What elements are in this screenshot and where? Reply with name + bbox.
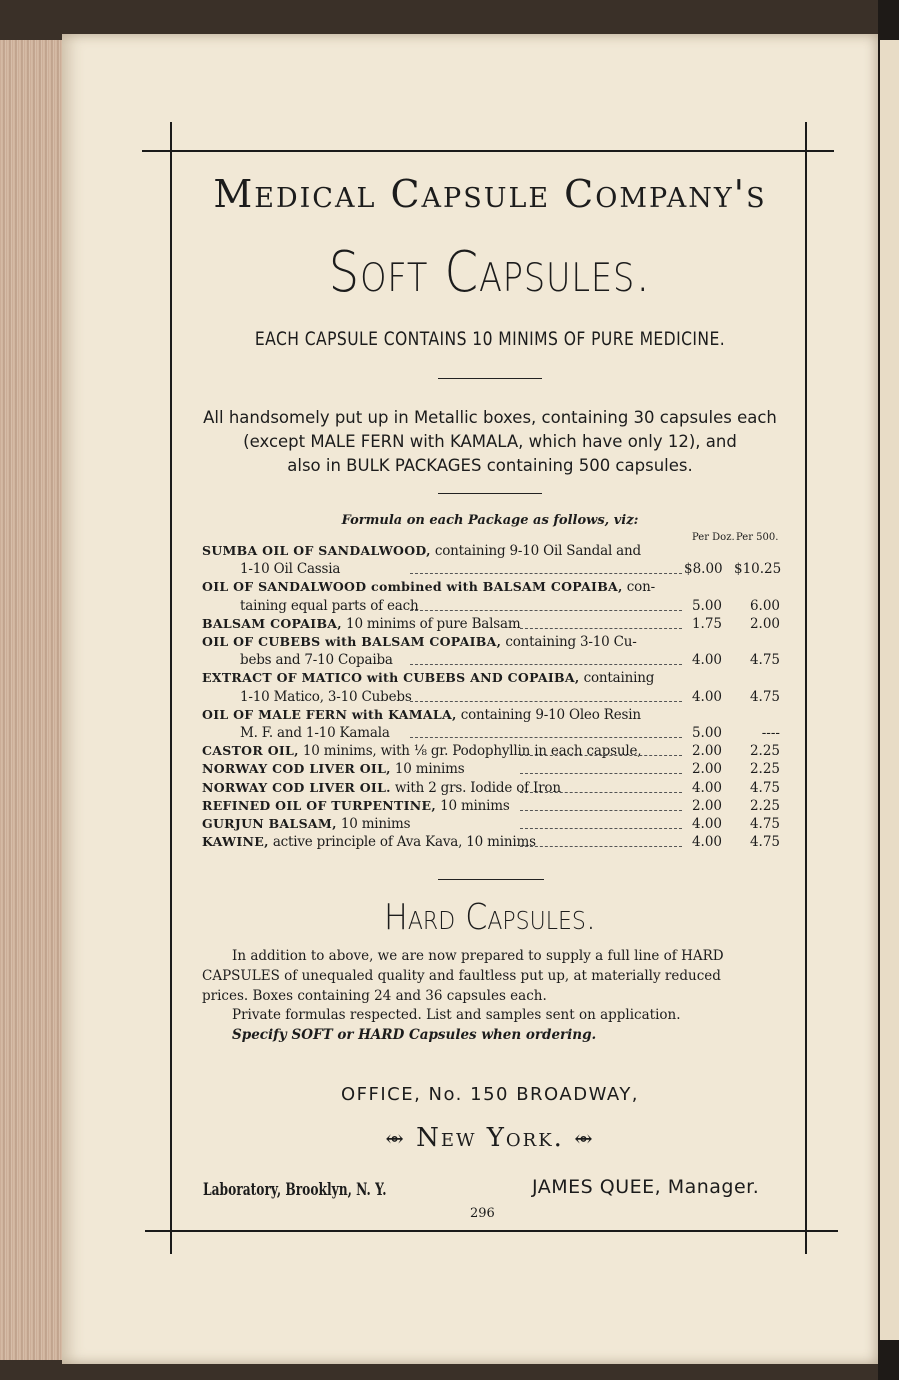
product-row bbox=[202, 798, 510, 814]
product-row bbox=[202, 634, 637, 650]
product-cont: M. F. and 1-10 Kamala bbox=[240, 725, 390, 741]
product-desc: con- bbox=[622, 579, 655, 596]
product-row bbox=[202, 579, 655, 595]
product-name: EXTRACT OF MATICO with CUBEBS AND COPAIBA, bbox=[202, 670, 580, 686]
city-line bbox=[175, 1123, 805, 1153]
dotted-leader bbox=[520, 792, 682, 793]
price-per-doz: 4.00 bbox=[691, 688, 722, 705]
price-per-doz: 5.00 bbox=[691, 597, 722, 614]
dotted-leader bbox=[410, 701, 682, 702]
product-name: KAWINE, bbox=[202, 834, 269, 850]
product-row-cont bbox=[240, 652, 393, 668]
product-desc: containing bbox=[579, 670, 655, 687]
product-row bbox=[202, 543, 641, 559]
product-row bbox=[202, 834, 536, 850]
price-per-doz: 4.00 bbox=[691, 652, 722, 669]
price-per-500: 4.75 bbox=[749, 816, 780, 832]
price-per-doz: $8.00 bbox=[684, 561, 723, 578]
price-per-500: 2.25 bbox=[749, 797, 780, 814]
product-desc: containing 3-10 Cu- bbox=[501, 634, 637, 650]
office-address: OFFICE, No. 150 BROADWAY, bbox=[340, 1084, 640, 1105]
divider bbox=[438, 378, 542, 379]
city-name: New York. bbox=[416, 1123, 564, 1153]
divider bbox=[438, 493, 542, 494]
product-desc: 10 minims bbox=[336, 816, 411, 832]
product-row bbox=[202, 743, 641, 759]
dotted-leader bbox=[410, 610, 682, 611]
intro-paragraph bbox=[170, 406, 810, 478]
price-per-doz: 2.00 bbox=[691, 761, 722, 778]
product-name: SUMBA OIL OF SANDALWOOD, bbox=[202, 543, 431, 558]
product-desc: active principle of Ava Kava, 10 minims bbox=[268, 834, 536, 851]
frame-top-rule bbox=[142, 150, 834, 152]
product-row bbox=[202, 707, 641, 723]
product-row-cont bbox=[240, 725, 390, 741]
frame-right-rule bbox=[805, 122, 807, 1254]
manager-line: JAMES QUEE, Manager. bbox=[532, 1176, 760, 1198]
price-per-500: 6.00 bbox=[749, 597, 780, 614]
divider bbox=[438, 879, 544, 880]
price-per-500: 4.75 bbox=[749, 652, 780, 669]
product-name: GURJUN BALSAM, bbox=[202, 816, 337, 831]
product-row bbox=[202, 670, 654, 686]
product-desc: with 2 grs. Iodide of Iron bbox=[390, 779, 561, 796]
price-per-500: 2.00 bbox=[749, 615, 780, 632]
dotted-leader bbox=[410, 664, 682, 665]
price-per-doz: 4.00 bbox=[691, 779, 722, 796]
product-desc: 10 minims bbox=[390, 761, 465, 778]
page-number: 296 bbox=[470, 1206, 495, 1221]
page-stack-edge bbox=[0, 40, 70, 1360]
price-per-500: 2.25 bbox=[749, 743, 780, 760]
col-per-doz: Per Doz. bbox=[692, 532, 735, 543]
product-row-cont bbox=[240, 598, 419, 614]
hard-line: In addition to above, we are now prepared to supply a full line of HARD bbox=[232, 948, 724, 964]
product-name: OIL OF MALE FERN with KAMALA, bbox=[202, 706, 457, 722]
next-page-edge bbox=[880, 40, 899, 1340]
product-name: BALSAM COPAIBA, bbox=[202, 615, 342, 631]
product-row-cont bbox=[240, 561, 340, 577]
dotted-leader bbox=[410, 737, 682, 738]
dotted-leader bbox=[520, 828, 682, 829]
price-per-500: 4.75 bbox=[749, 779, 780, 796]
dotted-leader bbox=[520, 773, 682, 774]
product-desc: 10 minims, with ⅛ gr. Podophyllin in each capsule, bbox=[298, 743, 642, 760]
product-desc: containing 9-10 Oil Sandal and bbox=[430, 543, 641, 559]
price-per-doz: 4.00 bbox=[691, 816, 722, 832]
hard-capsules-title: Hard Capsules. bbox=[384, 897, 596, 938]
price-per-doz: 2.00 bbox=[691, 743, 722, 760]
hard-specify-note: Specify SOFT or HARD Capsules when ordering. bbox=[232, 1027, 597, 1043]
intro-line: All handsomely put up in Metallic boxes, containing 30 capsules each bbox=[203, 408, 777, 427]
hard-line: prices. Boxes containing 24 and 36 capsules each. bbox=[202, 988, 547, 1004]
product-name: CASTOR OIL, bbox=[202, 743, 299, 759]
product-row bbox=[202, 816, 410, 832]
product-row bbox=[202, 616, 520, 632]
price-per-500: $10.25 bbox=[734, 561, 782, 578]
product-desc: containing 9-10 Oleo Resin bbox=[456, 706, 641, 723]
price-per-doz: 2.00 bbox=[691, 797, 722, 814]
dotted-leader bbox=[520, 810, 682, 811]
flourish-left-icon: ⥈ bbox=[385, 1127, 406, 1152]
product-name: NORWAY COD LIVER OIL. bbox=[202, 779, 391, 795]
price-per-500: 2.25 bbox=[749, 761, 780, 778]
product-cont: 1-10 Oil Cassia bbox=[240, 561, 341, 578]
dotted-leader bbox=[520, 846, 682, 847]
hard-line: CAPSULES of unequaled quality and faultless put up, at materially reduced bbox=[202, 968, 721, 984]
product-cont: bebs and 7-10 Copaiba bbox=[240, 652, 393, 669]
col-per-500: Per 500. bbox=[736, 532, 779, 543]
formula-heading: Formula on each Package as follows, viz: bbox=[341, 513, 639, 528]
price-per-doz: 5.00 bbox=[691, 725, 722, 741]
product-cont: 1-10 Matico, 3-10 Cubebs bbox=[240, 688, 412, 705]
product-desc: 10 minims bbox=[435, 797, 510, 814]
hard-line: Private formulas respected. List and samples sent on application. bbox=[232, 1007, 681, 1023]
frame-bottom-rule bbox=[145, 1230, 838, 1232]
laboratory-line: Laboratory, Brooklyn, N. Y. bbox=[203, 1180, 387, 1200]
product-name: OIL OF SANDALWOOD combined with BALSAM COPAIBA, bbox=[202, 579, 623, 595]
product-row-cont bbox=[240, 689, 412, 705]
price-per-doz: 1.75 bbox=[691, 615, 722, 632]
intro-line: (except MALE FERN with KAMALA, which have only 12), and bbox=[243, 432, 737, 451]
price-per-500: 4.75 bbox=[749, 688, 780, 705]
product-cont: taining equal parts of each bbox=[240, 597, 419, 614]
dotted-leader bbox=[520, 755, 682, 756]
product-name: REFINED OIL OF TURPENTINE, bbox=[202, 797, 436, 813]
price-per-500: 4.75 bbox=[749, 834, 780, 851]
product-title: Soft Capsules. bbox=[328, 240, 652, 305]
price-per-500: ---- bbox=[761, 725, 780, 741]
intro-line: also in BULK PACKAGES containing 500 capsules. bbox=[287, 456, 693, 475]
product-name: OIL OF CUBEBS with BALSAM COPAIBA, bbox=[202, 634, 502, 649]
frame-left-rule bbox=[170, 122, 172, 1254]
product-row bbox=[202, 761, 464, 777]
product-desc: 10 minims of pure Balsam bbox=[341, 615, 521, 632]
flourish-right-icon: ⥈ bbox=[574, 1127, 595, 1152]
product-row bbox=[202, 780, 561, 796]
dotted-leader bbox=[520, 628, 682, 629]
subtitle: EACH CAPSULE CONTAINS 10 MINIMS OF PURE MEDICINE. bbox=[254, 328, 726, 350]
dotted-leader bbox=[410, 573, 682, 574]
price-per-doz: 4.00 bbox=[691, 834, 722, 851]
product-name: NORWAY COD LIVER OIL, bbox=[202, 761, 391, 777]
company-title: Medical Capsule Company's bbox=[213, 172, 767, 216]
